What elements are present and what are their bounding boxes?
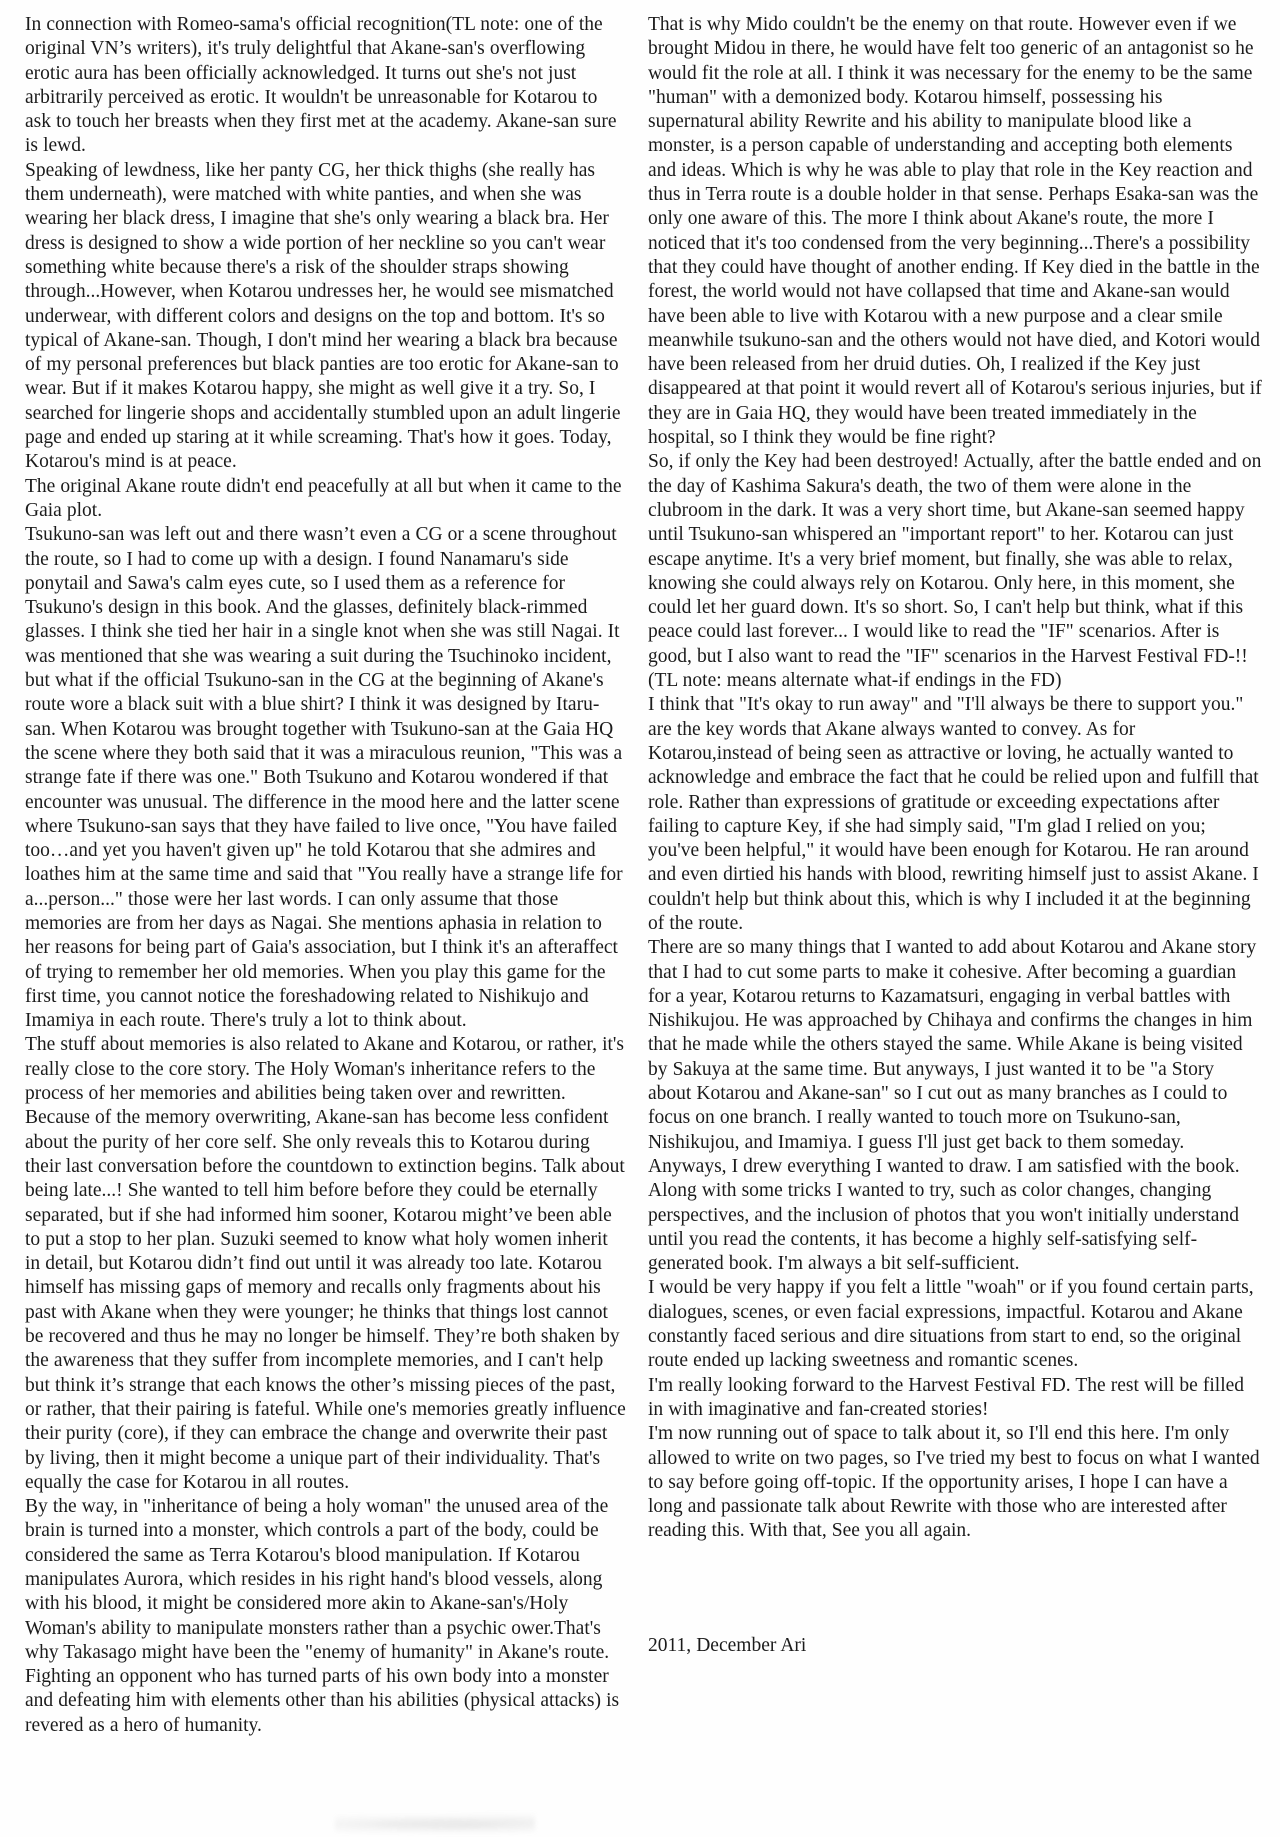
left-column — [25, 13, 627, 1738]
paragraph: Tsukuno-san was left out and there wasn’t even a CG or a scene throughout the route, so I had to come up with a design. I found Nanamaru's side ponytail and Sawa's calm eyes cute, so I used them as a reference for Tsukuno's design in this book. And the glasses, definitely black-rimmed glasses. I think she tied her hair in a single knot when she was still Nagai. It was mentioned that she was wearing a suit during the Tsuchinoko incident, but what if the official Tsukuno-san in the CG at the beginning of Akane's route wore a black suit with a blue shirt? I think it was designed by Itaru-san. When Kotarou was brought together with Tsukuno-san at the Gaia HQ the scene where they both said that it was a miraculous reunion, "This was a strange fate if there was one." Both Tsukuno and Kotarou wondered if that encounter was unusual. The difference in the mood here and the latter scene where Tsukuno-san says that they have failed to live once, "You have failed too…and yet you haven't given up" he told Kotarou that she admires and loathes him at the same time and said that "You really have a strange life for a...person..." those were her last words. I can only assume that those memories are from her days as Nagai. She mentions aphasia in relation to her reasons for being part of Gaia's association, but I think it's an afteraffect of trying to remember her old memories. When you play this game for the first time, you cannot notice the foreshadowing related to Nishikujo and Imamiya in each route. There's truly a lot to think about. — [25, 524, 623, 1032]
paragraph: I would be very happy if you felt a little "woah" or if you found certain parts, dialogues, scenes, or even facial expressions, impactful. Kotarou and Akane constantly faced serious and dire situations from start to end, so the original route ended up lacking sweetness and romantic scenes. — [648, 1277, 1254, 1372]
paragraph: I'm really looking forward to the Harvest Festival FD. The rest will be filled in with imaginative and fan-created stories! — [648, 1374, 1245, 1420]
paragraph: In connection with Romeo-sama's official recognition(TL note: one of the original VN’s writers), it's truly delightful that Akane-san's overflowing erotic aura has been officially acknowledged. It turns out she's not just arbitrarily perceived as erotic. It wouldn't be unreasonable for Kotarou to ask to touch her breasts when they first met at the academy. Akane-san sure is lewd. — [25, 14, 617, 157]
paragraph: Speaking of lewdness, like her panty CG, her thick thighs (she really has them underneath), were matched with white panties, and when she was wearing her black dress, I imagine that she's only wearing a black bra. Her dress is designed to show a wide portion of her neckline so you can't wear something white because there's a risk of the shoulder straps showing through...However, when Kotarou undresses her, he would see mismatched underwear, with different colors and designs on the top and bottom. It's so typical of Akane-san. Though, I don't mind her wearing a black bra because of my personal preferences but black panties are too erotic for Akane-san to wear. But if it makes Kotarou happy, she might as well give it a try. So, I searched for lingerie shops and accidentally stumbled upon an adult lingerie page and ended up staring at it while screaming. That's how it goes. Today, Kotarou's mind is at peace. — [25, 159, 621, 473]
paragraph: By the way, in "inheritance of being a holy woman" the unused area of the brain is turned into a monster, which controls a part of the body, could be considered the same as Terra Kotarou's blood manipulation. If Kotarou manipulates Aurora, which resides in his right hand's blood vessels, along with his blood, it might be considered more akin to Akane-san's/Holy Woman's ability to manipulate monsters rather than a psychic ower.That's why Takasago might have been the "enemy of humanity" in Akane's route. Fighting an opponent who has turned parts of his own body into a monster and defeating him with elements other than his abilities (physical attacks) is revered as a hero of humanity. — [25, 1496, 620, 1736]
right-column-text — [648, 13, 1262, 1544]
paragraph: I think that "It's okay to run away" and "I'll always be there to support you." are the key words that Akane always wanted to convey. As for Kotarou,instead of being seen as attractive or loving, he actually wanted to acknowledge and embrace the fact that he could be relied upon and fulfill that role. Rather than expressions of gratitude or exceeding expectations after failing to capture Key, if she had simply said, "I'm glad I relied on you; you've been helpful," it would have been enough for Kotarou. He ran around and even dirtied his hands with blood, rewriting himself just to assist Akane. I couldn't help but think about this, which is why I included it at the beginning of the route. — [648, 694, 1259, 934]
scan-artifact — [335, 1812, 535, 1834]
paragraph: So, if only the Key had been destroyed! Actually, after the battle ended and on the day of Kashima Sakura's death, the two of them were alone in the clubroom in the dark. It was a very short time, but Akane-san seemed happy until Tsukuno-san whispered an "important report" to her. Kotarou can just escape anytime. It's a very brief moment, but finally, she was able to relax, knowing she could always rely on Kotarou. Only here, in this moment, she could let her guard down. It's so short. So, I can't help but think, what if this peace could last forever... I would like to read the "IF" scenarios. After is good, but I also want to read the "IF" scenarios in the Harvest Festival FD-!! (TL note: means alternate what-if endings in the FD) — [648, 451, 1262, 692]
paragraph: Anyways, I drew everything I wanted to draw. I am satisfied with the book. Along with some tricks I wanted to try, such as color changes, changing perspectives, and the inclusion of photos that you won't initially understand until you read the contents, it has become a highly self-satisfying self-generated book. I'm always a bit self-sufficient. — [648, 1155, 1240, 1275]
paragraph: That is why Mido couldn't be the enemy on that route. However even if we brought Midou in there, he would have felt too generic of an antagonist so he would fit the role at all. I think it was necessary for the enemy to be the same "human" with a demonized body. Kotarou himself, possessing his supernatural ability Rewrite and his ability to manipulate blood like a monster, is a person capable of understanding and accepting both elements and ideas. Which is why he was able to play that role in the Key reaction and thus in Terra route is a double holder in that sense. Perhaps Esaka-san was the only one aware of this. The more I think about Akane's route, the more I noticed that it's too condensed from the very beginning...There's a possibility that they could have thought of another ending. If Key died in the battle in the forest, the world would not have collapsed that time and Akane-san would have been able to live with Kotarou with a new purpose and a clear smile meanwhile tsukuno-san and the others would not have died, and Kotori would have been released from her druid duties. Oh, I realized if the Key just disappeared at that point it would revert all of Kotarou's serious injuries, but if they are in Gaia HQ, they would have been treated immediately in the hospital, so I think they would be fine right? — [648, 14, 1262, 449]
paragraph: I'm now running out of space to talk about it, so I'll end this here. I'm only allowed to write on two pages, so I've tried my best to focus on what I wanted to say before going off-topic. If the opportunity arises, I hope I can have a long and passionate talk about Rewrite with those who are interested after reading this. With that, See you all again. — [648, 1423, 1260, 1542]
paragraph: There are so many things that I wanted to add about Kotarou and Akane story that I had to cut some parts to make it cohesive. After becoming a guardian for a year, Kotarou returns to Kazamatsuri, engaging in verbal battles with Nishikujou. He was approached by Chihaya and confirms the changes in him that he made while the others stayed the same. While Akane is being visited by Sakuya at the same time. But anyways, I just wanted it to be "a Story about Kotarou and Akane-san" so I cut out as many branches as I could to focus on one branch. I really wanted to touch more on Tsukuno-san, Nishikujou, and Imamiya. I guess I'll just get back to them someday. — [648, 937, 1257, 1153]
right-column — [648, 13, 1262, 1658]
signature: 2011, December Ari — [648, 1634, 807, 1656]
paragraph: The stuff about memories is also related to Akane and Kotarou, or rather, it's really close to the core story. The Holy Woman's inheritance refers to the process of her memories and abilities being taken over and rewritten. Because of the memory overwriting, Akane-san has become less confident about the purity of her core self. She only reveals this to Kotarou during their last conversation before the countdown to extinction begins. Talk about being late...! She wanted to tell him before before they could be eternally separated, but if she had informed him sooner, Kotarou might’ve been able to put a stop to her plan. Suzuki seemed to know what holy women inherit in detail, but Kotarou didn’t find out until it was already too late. Kotarou himself has missing gaps of memory and recalls only fragments about his past with Akane when they were younger; he thinks that things lost cannot be recovered and thus he may no longer be himself. They’re both shaken by the awareness that they suffer from incomplete memories, and I can't help but think it’s strange that each knows the other’s missing pieces of the past, or rather, that their pairing is fateful. While one's memories greatly influence their purity (core), if they can embrace the change and overwrite their past by living, then it might become a unique part of their individuality. That's equally the case for Kotarou in all routes. — [25, 1034, 626, 1493]
paragraph: The original Akane route didn't end peacefully at all but when it came to the Gaia plot. — [25, 475, 622, 521]
